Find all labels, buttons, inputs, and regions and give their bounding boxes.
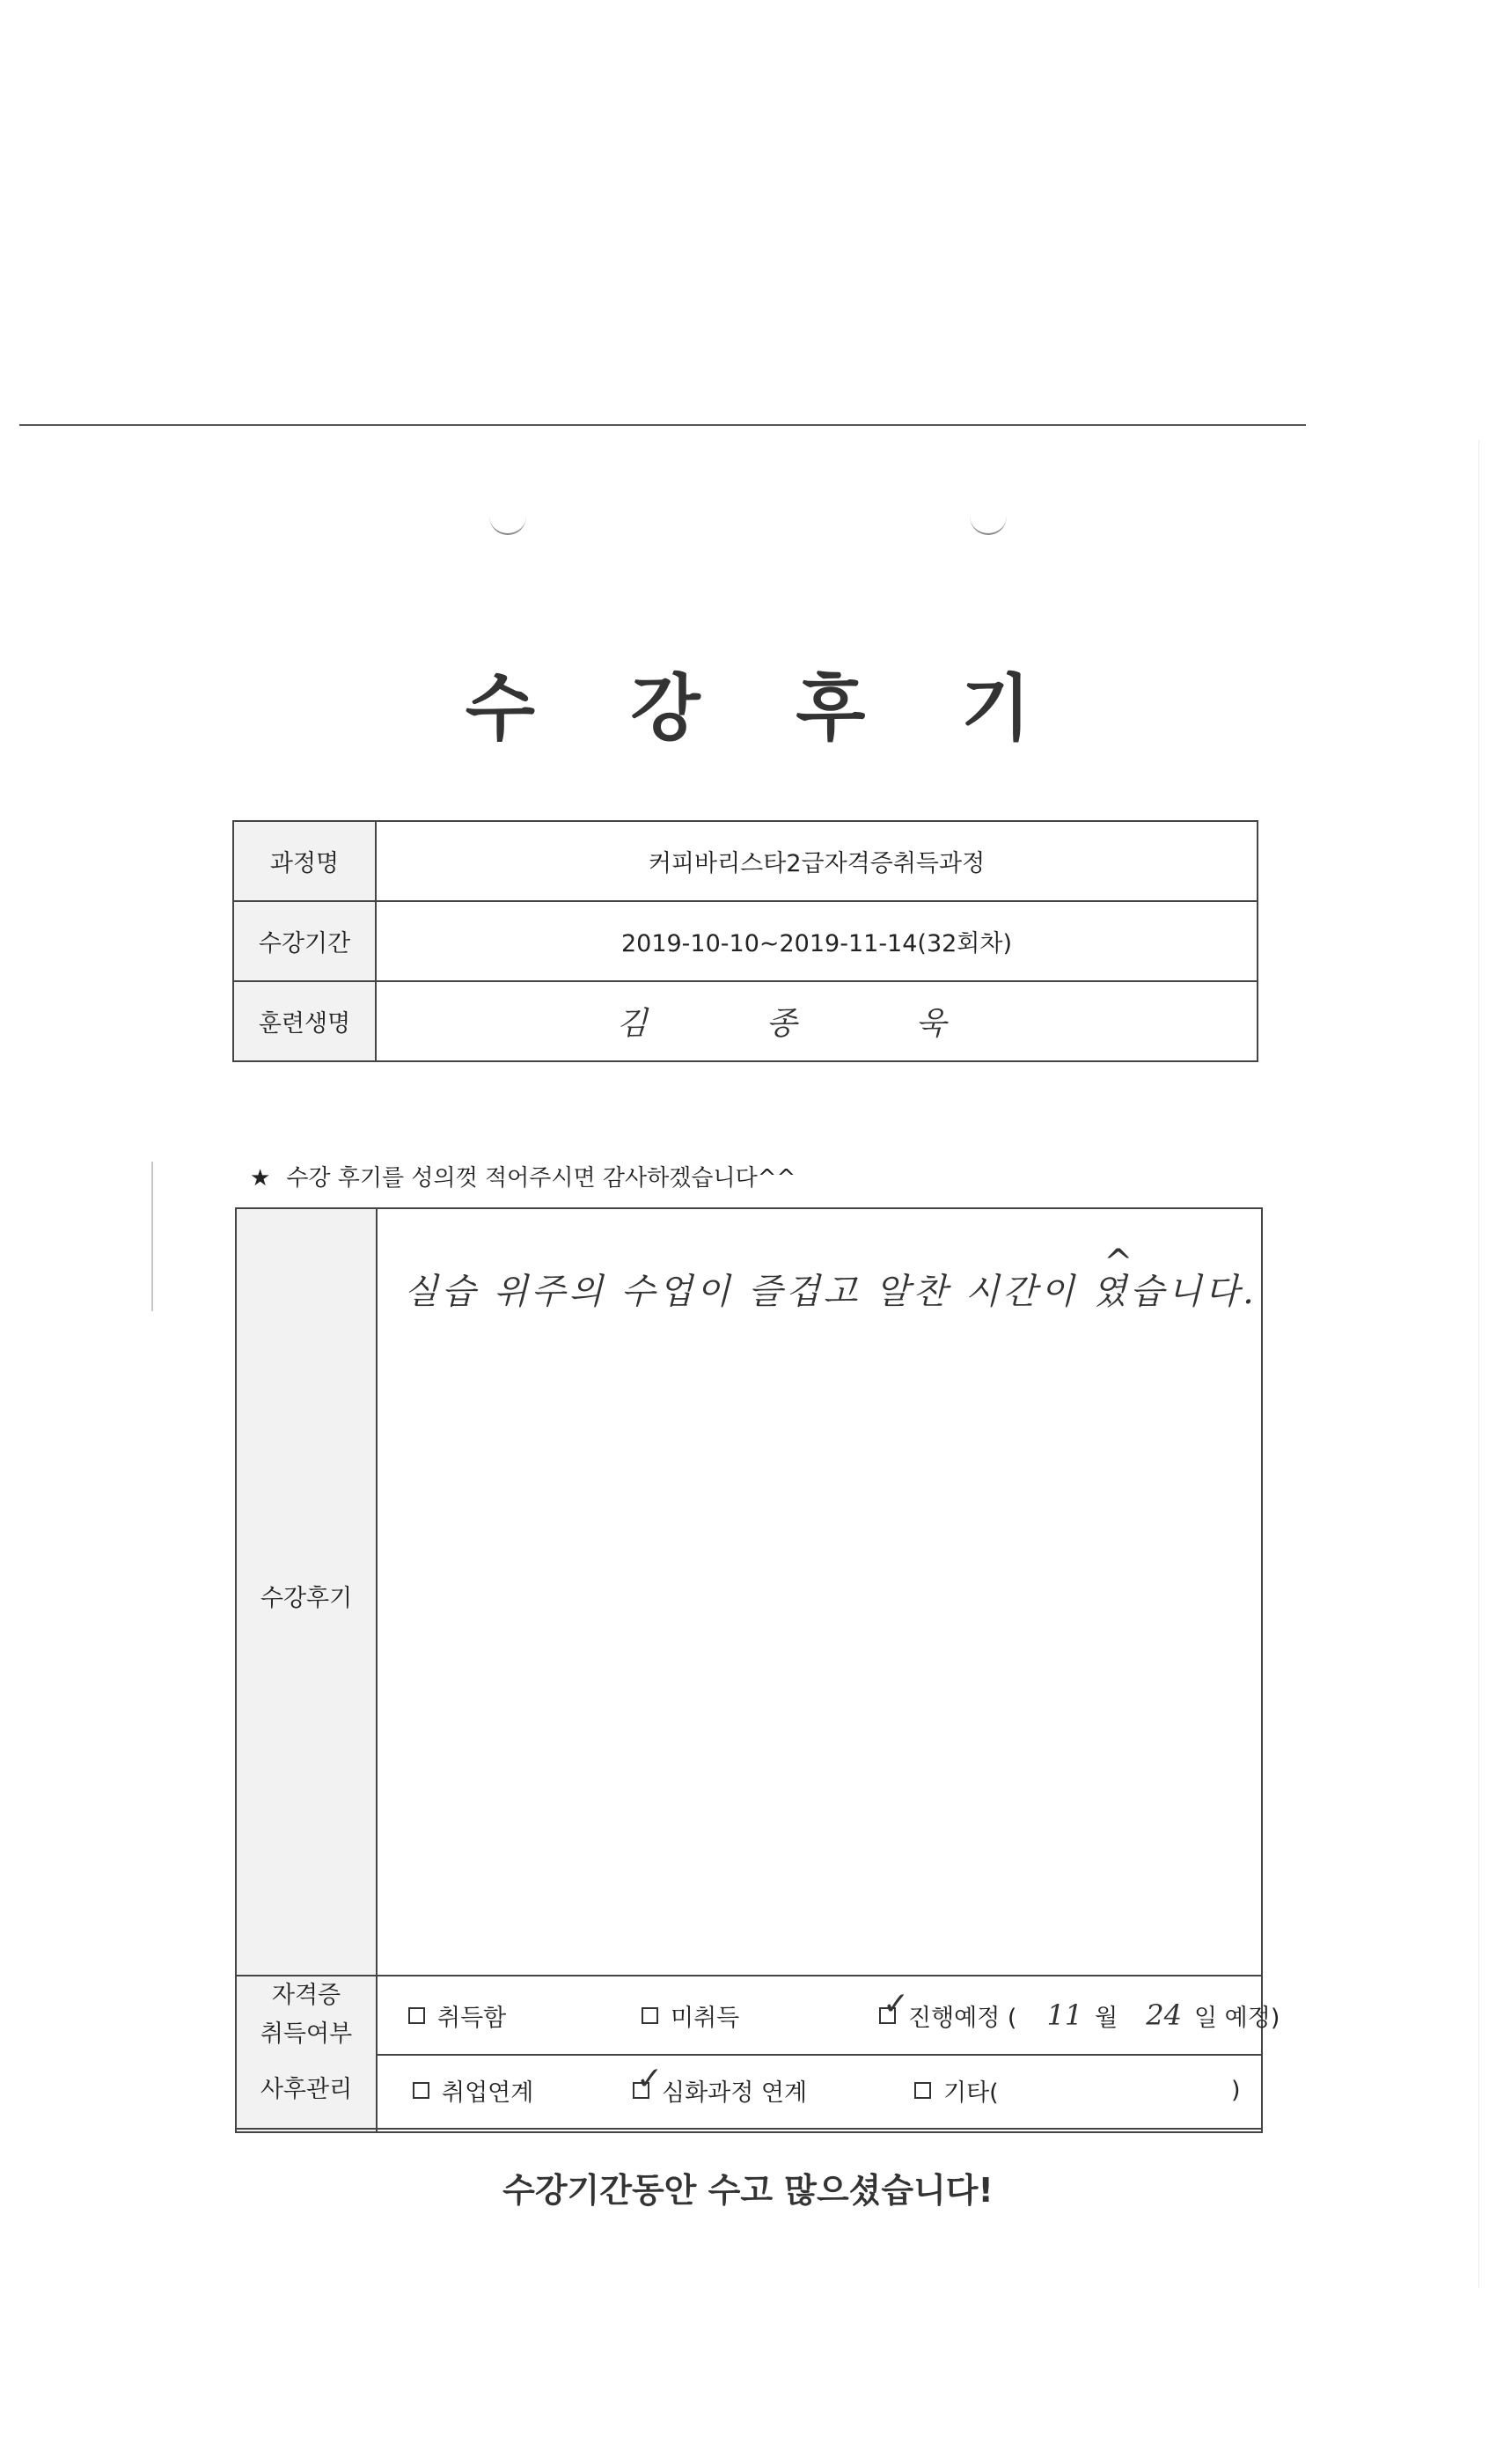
period-label: 수강기간 [233, 901, 376, 981]
checkbox-icon[interactable] [413, 2082, 429, 2099]
name-char: 욱 [915, 1006, 947, 1042]
scan-left-mark [151, 1162, 153, 1311]
option-acquired[interactable] [408, 1976, 506, 2054]
star-icon: ★ [250, 1165, 271, 1192]
day-unit: 일 예정) [1193, 2004, 1280, 2032]
trainee-row [233, 981, 1258, 1061]
month-value[interactable]: 11 [1046, 1998, 1083, 2032]
period-row [233, 901, 1258, 981]
option-in-progress[interactable] [879, 1976, 1280, 2054]
course-label: 과정명 [233, 821, 376, 901]
option-label: 기타( [943, 2079, 999, 2107]
certificate-label-line1: 자격증 [271, 1982, 341, 2009]
punch-hole-left [489, 509, 526, 535]
month-unit: 월 [1095, 2004, 1118, 2032]
checkbox-icon[interactable] [408, 2007, 425, 2024]
option-label: 진행예정 ( [908, 2004, 1017, 2032]
option-label: 취득함 [437, 2004, 507, 2032]
option-label: 심화과정 연계 [662, 2079, 808, 2107]
checkbox-icon[interactable] [642, 2007, 658, 2024]
option-advanced-course[interactable] [633, 2052, 807, 2128]
aftercare-label [237, 2052, 378, 2128]
certificate-label [237, 1976, 378, 2054]
course-value: 커피바리스타2급자격증취득과정 [376, 821, 1258, 901]
option-label: 취업연계 [442, 2079, 534, 2107]
trainee-name-field[interactable] [376, 981, 1258, 1061]
handwritten-name [617, 999, 946, 1044]
period-value: 2019-10-10~2019-11-14(32회차) [376, 901, 1258, 981]
checkbox-icon[interactable] [914, 2082, 931, 2099]
option-other-close [1231, 2052, 1241, 2128]
aftercare-row [235, 2052, 1263, 2130]
review-label: 수강후기 [260, 1585, 353, 1612]
name-char: 김 [616, 1006, 648, 1042]
course-info-table [232, 820, 1258, 1062]
closing-message: 수강기간동안 수고 많으셨습니다! [502, 2171, 994, 2210]
scan-top-edge [19, 424, 1306, 426]
trainee-label: 훈련생명 [233, 981, 376, 1061]
name-char: 종 [766, 1006, 797, 1042]
certificate-label-line2: 취득여부 [260, 2020, 353, 2048]
punch-hole-right [970, 509, 1007, 535]
aftercare-label-text: 사후관리 [260, 2076, 353, 2103]
option-label: 미취득 [671, 2004, 740, 2032]
certificate-row [235, 1975, 1280, 2056]
checked-checkbox-icon[interactable] [879, 2007, 896, 2024]
checked-checkbox-icon[interactable] [633, 2082, 649, 2099]
option-not-acquired[interactable] [642, 1976, 739, 2054]
day-value[interactable]: 24 [1146, 1998, 1182, 2032]
instruction-note [250, 1160, 796, 1192]
instruction-text: 수강 후기를 성의껏 적어주시면 감사하겠습니다^^ [286, 1165, 796, 1192]
close-paren: ) [1231, 2076, 1241, 2104]
option-job-link[interactable] [413, 2052, 533, 2128]
page-title: 수 강 후 기 [465, 667, 1067, 751]
course-row [233, 821, 1258, 901]
review-text[interactable]: 실습 위주의 수업이 즐겁고 알찬 시간이 였습니다. [404, 1272, 1258, 1312]
option-other[interactable] [914, 2052, 999, 2128]
insertion-caret: ^ [1104, 1243, 1133, 1283]
